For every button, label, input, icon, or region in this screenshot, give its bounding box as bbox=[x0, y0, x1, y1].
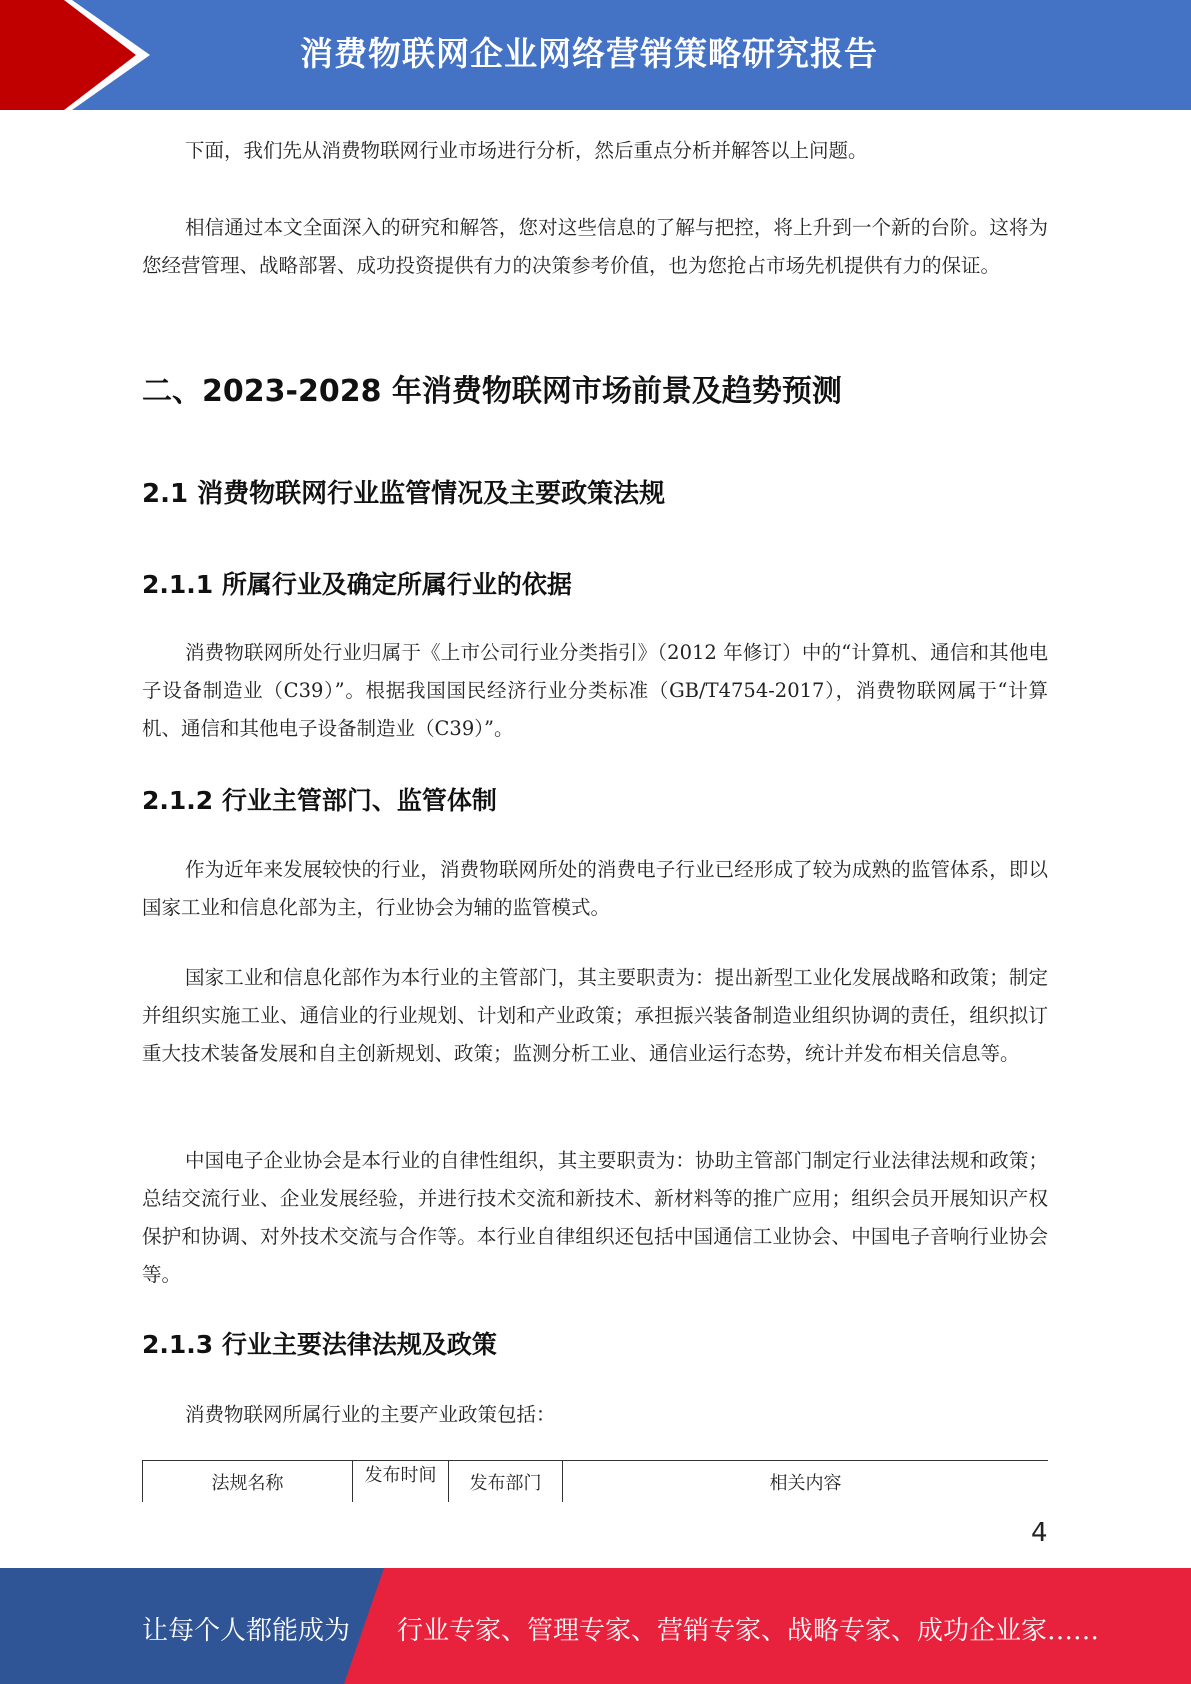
table-header-cell: 相关内容 bbox=[563, 1461, 1049, 1503]
section-heading-2: 二、2023-2028 年消费物联网市场前景及趋势预测 bbox=[142, 374, 842, 409]
subsection-heading-2-1-3: 2.1.3 行业主要法律法规及政策 bbox=[142, 1330, 497, 1359]
paragraph-intro: 下面，我们先从消费物联网行业市场进行分析，然后重点分析并解答以上问题。 bbox=[185, 139, 868, 162]
page-header bbox=[0, 0, 1191, 110]
footer-slogan-left: 让每个人都能成为 bbox=[142, 1616, 351, 1646]
paragraph-value: 相信通过本文全面深入的研究和解答，您对这些信息的了解与把控，将上升到一个新的台阶。这将为您经营管理、战略部署、成功投资提供有力的决策参考价值，也为您抢占市场先机提供有力的保证。 bbox=[142, 216, 1048, 277]
table-header-cell: 发布时间 bbox=[353, 1461, 449, 1503]
paragraph-ministry-duties: 国家工业和信息化部作为本行业的主管部门，其主要职责为：提出新型工业化发展战略和政策；制定并组织实施工业、通信业的行业规划、计划和产业政策；承担振兴装备制造业组织协调的责任，组织拟订重大技术装备发展和自主创新规划、政策；监测分析工业、通信业运行态势，统计并发布相关信息等。 bbox=[142, 966, 1048, 1065]
paragraph-regulatory-system: 作为近年来发展较快的行业，消费物联网所处的消费电子行业已经形成了较为成熟的监管体系，即以国家工业和信息化部为主，行业协会为辅的监管模式。 bbox=[142, 858, 1048, 919]
header-red-arrow bbox=[0, 0, 150, 110]
table-header-row bbox=[143, 1461, 1049, 1503]
policy-table bbox=[142, 1460, 1048, 1502]
table-header-cell: 发布部门 bbox=[449, 1461, 563, 1503]
paragraph-association-duties: 中国电子企业协会是本行业的自律性组织，其主要职责为：协助主管部门制定行业法律法规和政策；总结交流行业、企业发展经验，并进行技术交流和新技术、新材料等的推广应用；组织会员开展知识产权保护和协调、对外技术交流与合作等。本行业自律组织还包括中国通信工业协会、中国电子音响行业协会等。 bbox=[142, 1149, 1048, 1286]
page-number: 4 bbox=[1031, 1518, 1048, 1548]
paragraph-policy-intro: 消费物联网所属行业的主要产业政策包括： bbox=[185, 1403, 556, 1426]
table-header-cell: 法规名称 bbox=[143, 1461, 353, 1503]
footer-slogan-right: 行业专家、管理专家、营销专家、战略专家、成功企业家…… bbox=[397, 1616, 1100, 1646]
subsection-heading-2-1: 2.1 消费物联网行业监管情况及主要政策法规 bbox=[142, 479, 666, 509]
page-footer bbox=[0, 1568, 1191, 1684]
subsection-heading-2-1-2: 2.1.2 行业主管部门、监管体制 bbox=[142, 786, 497, 815]
paragraph-industry-classification: 消费物联网所处行业归属于《上市公司行业分类指引》（2012 年修订）中的“计算机、通信和其他电子设备制造业（C39）”。根据我国国民经济行业分类标准（GB/T4754-2017），消费物联网属于“计算机、通信和其他电子设备制造业（C39）”。 bbox=[142, 641, 1048, 740]
header-title: 消费物联网企业网络营销策略研究报告 bbox=[300, 34, 878, 73]
subsection-heading-2-1-1: 2.1.1 所属行业及确定所属行业的依据 bbox=[142, 570, 572, 599]
